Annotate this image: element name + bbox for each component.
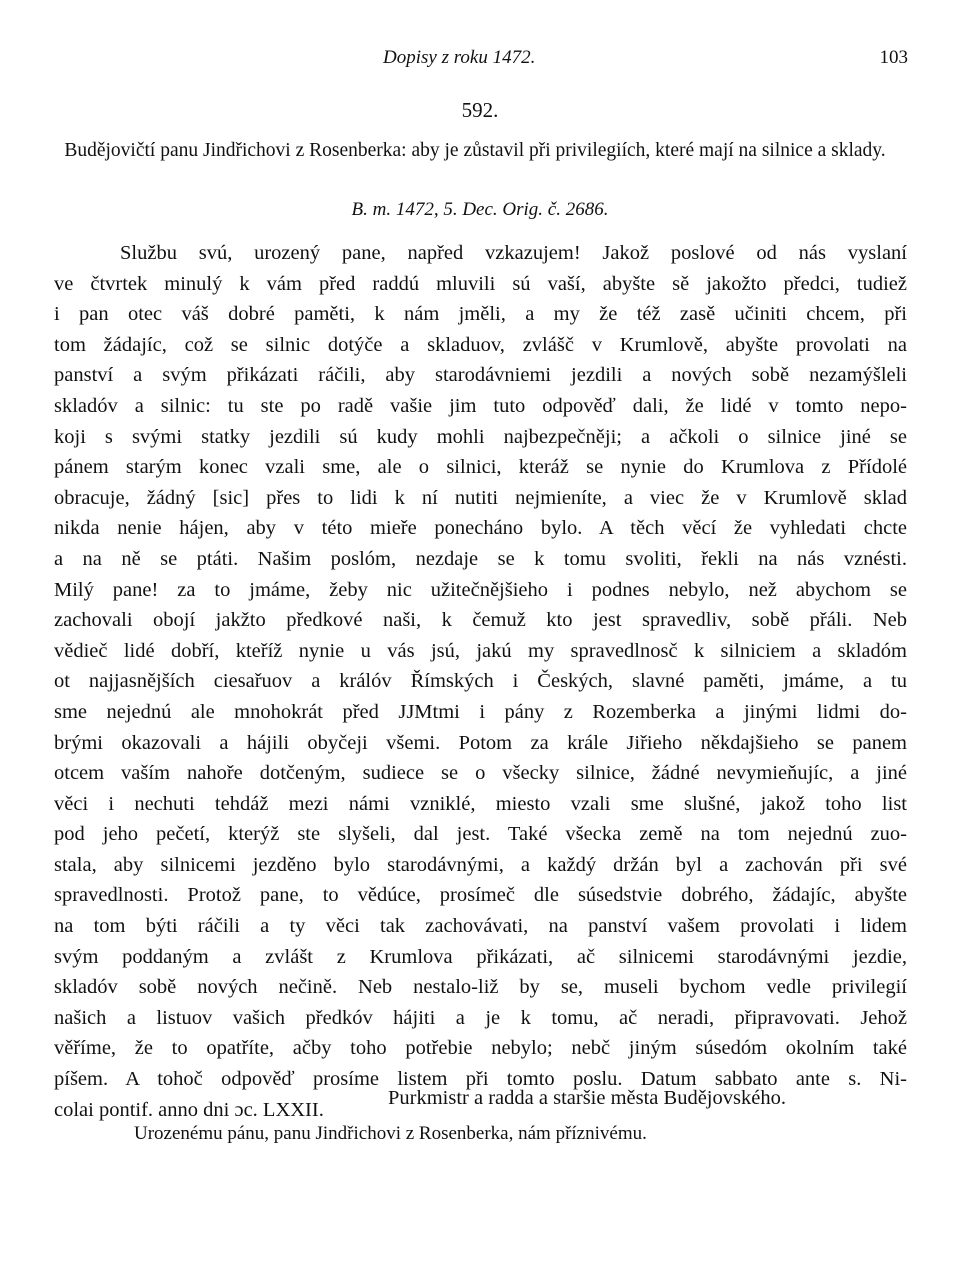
body-line: i pan otec váš dobré paměti, k nám jměli, a my že též zasě učiniti chcem, při [54,303,907,326]
body-line: brými okazovali a hájili obyčeji všemi. Potom za krále Jiřieho někdajšieho se panem [54,731,907,754]
body-line: našich a listuov vašich předkóv hájiti a je k tomu, ač neradi, připravovati. Jehož [54,1006,907,1029]
body-line: panství a svým přikázati ráčili, aby starodávniemi jezdili a nových sobě nezamýšleli [54,364,907,387]
body-line: skladóv a silnic: tu ste po radě vašie jim tuto odpověď dali, že lidé v tomto nepo- [54,394,907,417]
address-line: Urozenému pánu, panu Jindřichovi z Rosenberka, nám příznivému. [134,1123,647,1144]
body-line: věci i nechuti tehdáž mezi námi vzniklé, miesto vzali sme slušné, jakož toho list [54,792,907,815]
body-line: sme nejednú ale mnohokrát před JJMtmi i pány z Rozemberka a jinými lidmi do- [54,700,907,723]
body-line: na tom býti ráčili a ty věci tak zachovávati, na panství vašem provolati i lidem [54,915,907,938]
body-line: ve čtvrtek minulý k vám před raddú mluvili sú vaší, abyšte sě jakožto předci, tudiež [54,272,907,295]
body-line: pánem starým konec vzali sme, ale o silnici, kteráž se nynie do Krumlova z Přídolé [54,456,907,479]
body-line: svým poddaným a zvlášt z Krumlova přikázati, ač silnicemi starodávnými jezdie, [54,945,907,968]
signature: Purkmistr a radda a staršie města Budějovského. [388,1087,786,1109]
running-header [0,47,960,77]
body-line: zachovali obojí jakžto předkové naši, k čemuž kto jest spravedliv, sobě přáli. Neb [54,609,907,632]
letter-body [54,238,907,1125]
body-line: nikda nenie hájen, aby v této mieře ponecháno bylo. A těch věcí že vyhledati chcte [54,517,907,540]
body-line: ot najjasnějších ciesařuov a králóv Římských i Českých, slavné paměti, jmáme, a tu [54,670,907,693]
body-line: a na ně se ptáti. Našim poslóm, nezdaje se k tomu svoliti, řekli na nás vznésti. [54,547,907,570]
body-line: colai pontif. anno dni ɔc. LXXII. [54,1098,324,1121]
body-line: spravedlnosti. Protož pane, to vědúce, prosímeč dle súsedstvie dobrého, žádajíc, abyšte [54,884,907,907]
document-number: 592. [461,98,499,122]
body-line: pod jeho pečetí, kterýž ste slyšeli, dal jest. Také všecka země na tom nejednú zuo- [54,823,907,846]
page-number: 103 [879,47,908,68]
body-line: otcem vaším nahoře dotčeným, sudiece se o všecky silnice, žádné nevymieňujíc, a jiné [54,762,907,785]
body-line: věříme, že to opatříte, ačby toho potřebie nebylo; nebč jiným súsedóm okolním také [54,1037,907,1060]
body-line: tom žádajíc, což se silnic dotýče a skladuov, zvlášč v Krumlově, abyšte provolati na [54,333,907,356]
body-line: píšem. A tohoč odpověď prosíme listem při tomto poslu. Datum sabbato ante s. Ni- [54,1068,907,1091]
body-line: koji s svými statky jezdili sú kudy mohli najbezpečněji; a ačkoli o silnice jiné se [54,425,907,448]
source-reference: B. m. 1472, 5. Dec. Orig. č. 2686. [351,199,609,220]
body-line: vědieč lidé dobří, kteříž nynie u vás jsú, jakú my spravedlnosč k silniciem a skladóm [54,639,907,662]
document-summary: Budějovičtí panu Jindřichovi z Rosenberka: aby je zůstavil při privilegiích, které mají na silnice a sklady. [64,140,886,161]
body-line: Milý pane! za to jmáme, žeby nic užitečnějšieho i podnes nebylo, než abychom se [54,578,907,601]
running-title: Dopisy z roku 1472. [383,47,536,68]
body-line: skladóv sobě nových nečině. Neb nestalo-liž by se, museli bychom vedle privilegií [54,976,907,999]
body-line: obracuje, žádný [sic] přes to lidi k ní nutiti nejmieníte, a viec že v Krumlově sklad [54,486,907,509]
body-line: stala, aby silnicemi jezděno bylo starodávnými, a každý držán byl a zachován při své [54,853,907,876]
body-line: Službu svú, urozený pane, napřed vzkazujem! Jakož poslové od nás vyslaní [120,242,907,264]
